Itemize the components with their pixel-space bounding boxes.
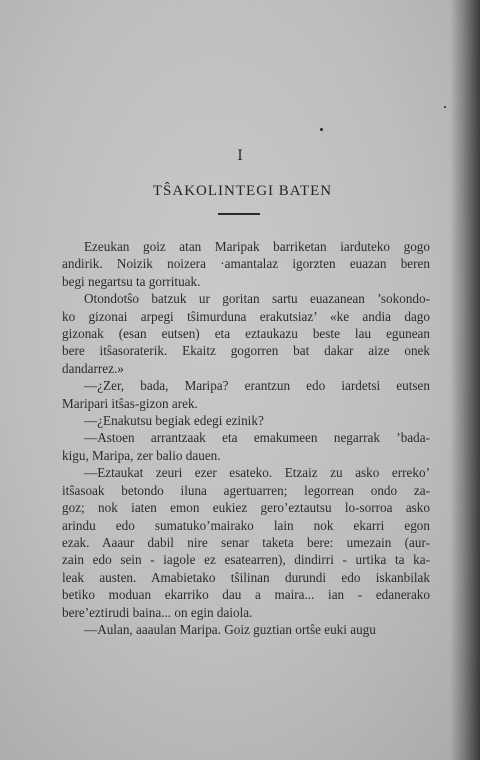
text-line: dandarrez.» — [62, 360, 124, 376]
text-line: kigu, Maripa, zer balio dauen. — [62, 447, 221, 463]
text-line: Otondotŝo batzuk ur goritan sartu euazanean ’sokondo- — [84, 291, 430, 307]
body-text — [62, 238, 430, 638]
paragraph — [62, 429, 430, 464]
text-line: —¿Enakutsu begiak edegi ezinik? — [84, 413, 264, 429]
text-line: goz; nok iaten emon eukiez gero’eztautsu lo-sorroa asko — [62, 500, 430, 516]
text-line: andirik. Noizik noizera ·amantalaz igorzten euazan beren — [62, 256, 430, 272]
title-divider — [218, 213, 260, 215]
text-line: betiko moduan ekarriko dau a maira... ian - edanerako — [62, 587, 430, 603]
text-line: —Eztaukat zeuri ezer esateko. Etzaiz zu asko erreko’ — [84, 465, 430, 481]
paragraph — [62, 621, 430, 638]
text-line: arindu edo sumatuko’mairako lain nok ekarri egon — [62, 517, 430, 533]
text-line: —Astoen arrantzaak eta emakumeen negarrak ’bada- — [84, 430, 430, 446]
text-line: begi negartsu ta gorrituak. — [62, 273, 201, 289]
ink-speck — [444, 106, 446, 108]
paragraph — [62, 290, 430, 377]
book-spine-shadow — [450, 0, 480, 760]
paragraph — [62, 377, 430, 412]
text-line: itŝasoak betondo iluna agertuarren; legorrean ondo za- — [62, 482, 430, 498]
text-line: Maripari itŝas-gizon arek. — [62, 395, 198, 411]
text-line: gizonak (esan eutsen) eta eztaukazu beste lau egunean — [62, 326, 430, 342]
chapter-number: I — [237, 148, 243, 164]
text-line: leak austen. Amabietako tŝilinan durundi edo iskanbilak — [62, 569, 430, 585]
text-line: bere itŝasoraterik. Ekaitz gogorren bat dakar aize onek — [62, 343, 430, 359]
paragraph — [62, 464, 430, 621]
text-line: ko gizonai arpegi tŝimurduna erakutsiaz’ «ke andia dago — [62, 308, 430, 324]
chapter-title: TŜAKOLINTEGI BATEN — [152, 183, 333, 199]
text-line: Ezeukan goiz atan Maripak barriketan iarduteko gogo — [84, 239, 430, 254]
paragraph — [62, 238, 430, 290]
text-line: zain edo sein - iagole ez esatearren), dindirri - urtika ta ka- — [62, 552, 430, 568]
text-line: ezak. Aaaur dabil nire senar taketa bere: umezain (aur- — [62, 534, 430, 550]
text-line: —¿Zer, bada, Maripa? erantzun edo iardetsi eutsen — [84, 378, 430, 394]
text-line: bere’eztirudi baina... on egin daiola. — [62, 604, 253, 620]
paragraph — [62, 412, 430, 429]
text-line: —Aulan, aaaulan Maripa. Goiz guztian ortŝe euki augu — [84, 621, 376, 637]
ink-speck — [320, 128, 323, 131]
